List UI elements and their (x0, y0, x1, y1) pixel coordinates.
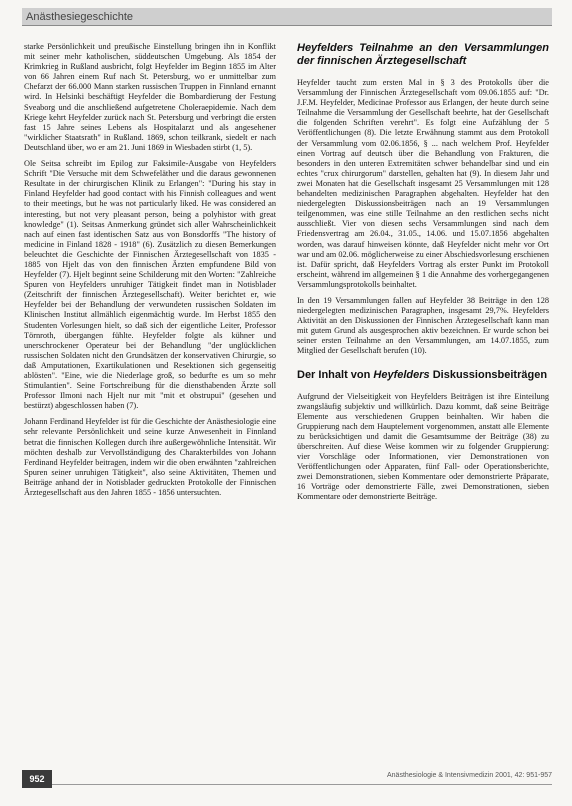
heading-part: Diskussionsbeiträgen (429, 368, 548, 381)
body-paragraph: starke Persönlichkeit und preußische Einstellung bringen ihn in Konflikt mit seiner mehr katholischen, süddeutschen Umgebung. Als 1854 der Krimkrieg in Rußland ausbricht, folgt Heyfelder im Beginn 1855 im Alter von 66 Jahren einem Ruf nach St. Petersburg, wo er unmittelbar zum Chefarzt der 66.000 Mann starken russischen Truppen in Finnland ernannt wird. In Helsinki beschäftigt Heyfelder die Bombardierung der Festung Sveaborg und die anschließend aufgetretene Choleraepidemie. Nach dem Kriege kehrt Heyfelder zurück nach St. Petersburg und verbringt die ersten fast 15 Jahre seines Lebens als Hospitalarzt und als angesehener "wirklicher Staatsrath" in Rußland. 1869, schon teilkrank, siedelt er nach Deutschland über, wo er am 21. Juni 1869 in Wiesbaden stirbt (1, 5). (24, 42, 276, 152)
section-heading-text: Heyfelders Teilnahme an den Versammlungen der finnischen Ärztegesellschaft (297, 42, 549, 67)
heading-part-italic: Heyfelders (373, 368, 430, 381)
right-column (297, 42, 549, 754)
page-number: 952 (22, 770, 52, 788)
section-heading (297, 42, 549, 68)
body-paragraph: Johann Ferdinand Heyfelder ist für die Geschichte der Anästhesiologie eine sehr relevante Persönlichkeit und seine kurze Anwesenheit in Finnland betrat die finnischen Kollegen durch ihre außergewöhnliche Intensität. Wir möchten deshalb zur Vervollständigung des Charakterbildes von Johann Ferdinand Heyfelder beitragen, indem wir die oben erwähnten "zahlreichen Spuren seiner unruhigen Tätigkeit", also seine Aktivitäten, Themen und Beiträge anhand der in Notisblader gedruckten Protokolle der Finnischen Ärztegesellschaft aus den Jahren 1855 - 1856 untersuchten. (24, 417, 276, 498)
body-paragraph: Ole Seitsa schreibt im Epilog zur Faksimile-Ausgabe von Heyfelders Schrift "Die Versuche mit dem Schwefeläther und die daraus gewonnenen Resultate in der chirurgischen Klinik zu Erlangen": "During his stay in Finland Heyfelder had good contact with his Finnish colleagues and went to their meetings, but he was not particularly liked. He was considered an interesting, but not very pleasant person, being a polyhistor with great knowledge" (1). Seitsas Anmerkung gründet sich aller Wahrscheinlichkeit nach auf einen fast identischen Satz aus von Bonsdorffs "The history of medicine in Finland 1828 - 1918" (6). Zusätzlich zu diesen Bemerkungen beleuchtet die Geschichte der Finnischen Ärztegesellschaft von 1835 - 1885 von Hjelt das von den finnischen Ärzten empfundene Bild von Heyfelder (7). Hjelt beginnt seine Schilderung mit den Worten: "Zahlreiche Spuren von Heyfelders unruhiger Tätigkeit findet man in Notisblader (Zeitschrift der finnischen Ärztegesellschaft). Weiter berichtet er, wie Heyfelder bei der Behandlung der verwundeten russischen Soldaten im Klinischen Institut allmählich eigenmächtig wurde. Im Herbst 1855 den Studenten Vorlesungen hielt, so daß sich der eigentliche Leiter, Professor Törnroth, übergangen fühlte. Heyfelder folgte als kühner und unerschrockener Operateur bei der Behandlung "der unglücklichen russischen Soldaten nicht den Grundsätzen der konservativen Chirurgie, so daß Amputationen, Exartikulationen und Resektionen sich gegenseitig ablösten". "Eine, wie die Niederlage groß, so bedurfte es um so mehr Stimulantien". Seine Fortschreibung für die diensthabenden Ärzte soll Professor Ilmoni nach Hjelt nur mit "mit et obstrupui" (gesehen und bestürzt) abgeschlossen haben (7). (24, 159, 276, 411)
body-paragraph: In den 19 Versammlungen fallen auf Heyfelder 38 Beiträge in den 128 niedergelegten medizinischen Paragraphen, insgesamt 29,7%. Heyfelders Aktivität an den Diskussionen der Finnischen Ärztegesellschaft kann man mit gutem Grund als ausgesprochen aktiv bezeichnen. Er wurde schon bei seiner ersten Teilnahme an den Versammlungen, am 14.07.1855, zum Mitglied der Gesellschaft berufen (10). (297, 295, 549, 356)
section-title: Anästhesiegeschichte (26, 11, 134, 23)
footer-rule (52, 784, 552, 785)
running-header (22, 8, 552, 26)
body-paragraph: Heyfelder taucht zum ersten Mal in § 3 des Protokolls über die Versammlung der Finnischen Ärztegesellschaft vom 09.06.1855 auf: "Dr. J.F.M. Heyfelder, Medicinae Professor aus Erlangen, der heute durch seine Teilnahme die Versammlung der Gesellschaft beehrte, hat der Gesellschaft die folgenden Schriften verehrt". Es folgt eine Aufzählung der 5 Veröffentlichungen (8). Die letzte Erwähnung stammt aus dem Protokoll der Versammlung vom 02.06.1856, § ... nach welchem Prof. Heyfelder einen Vortrag auf deutsch über die Behandlung von Frakturen, die besonders in den unteren Extremitäten schwer behandelbar sind und ein echtes "crux chirurgorum" darstellen, gehalten hat (9). In diesem Jahr und zwei Monaten hat die Gesellschaft insgesamt 25 Versammlungen mit 128 behandelten medizinischen Paragraphen abgehalten. Heyfelder hat den niedergelegten Diskussionsbeiträgen nach an 19 Versammlungen teilgenommen, was eine stille Teilnahme an den restlichen sechs nicht ausschließt. Vier von diesen sechs Versammlungen sind nach dem Friedensvertrag am 26.04., 31.05., 14.06. und 15.07.1856 abgehalten worden, was darauf hinweisen könnte, daß Heyfelder nicht mehr vor Ort war und am 02.06. möglicherweise zu einer Abschiedsvorlesung erschienen ist. Dafür spricht, daß Heyfelders Vortrag als erster Punkt im Protokoll erscheint, während im allgemeinen § 1 die Annahme des vorhergegangenen Versammlungsprotokolls beinhaltet. (297, 78, 549, 289)
heading-part: Der Inhalt von (297, 368, 374, 381)
section-heading (297, 369, 549, 382)
left-column (24, 42, 276, 754)
body-paragraph: Aufgrund der Vielseitigkeit von Heyfelders Beiträgen ist ihre Einteilung zwangsläufig subjektiv und willkürlich. Dazu kommt, daß seine Beiträge Elemente aus verschiedenen Gruppen beinhalten. Wir haben die Gruppierung nach dem Hauptelement vorgenommen, anstatt alle Elemente zu berücksichtigen und damit die Gesamtsumme der Beiträge (38) zu überschreiten. Auf diese Weise kommen wir zu folgender Gruppierung: vier Vorschläge oder Informationen, vier Demonstrationen von Veröffentlichungen oder Apparaten, fünf Fall- oder Operationsberichte, zwei Demonstrationen, sieben Kommentare oder demonstrierte Präparate, 16 Vorträge oder demonstrierte Fälle, zwei Demonstrationen, sieben Kommentare oder demonstrierte Beiträge. (297, 391, 549, 502)
journal-citation: Anästhesiologie & Intensivmedizin 2001, 42: 951-957 (387, 772, 552, 779)
